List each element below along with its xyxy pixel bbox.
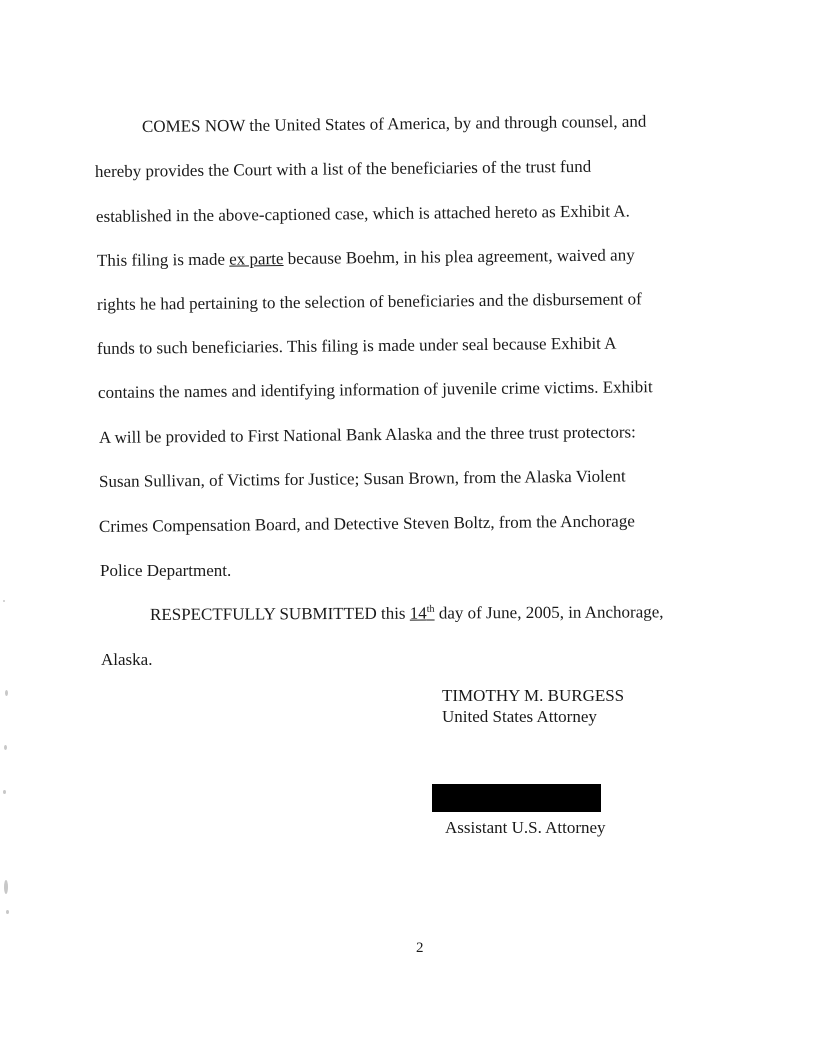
scan-speck (6, 910, 9, 914)
closing-line-1 (150, 602, 664, 625)
scan-speck (4, 880, 8, 894)
scan-speck (3, 790, 6, 794)
signatory-title: United States Attorney (442, 707, 597, 726)
closing-line-2: Alaska. (101, 650, 153, 669)
closing-day-suffix: th (426, 603, 435, 615)
ex-parte-underlined: ex parte (229, 249, 284, 269)
redacted-signature (432, 784, 601, 812)
closing-day-number: 14 (409, 603, 427, 623)
page-number: 2 (416, 940, 424, 956)
scan-speck (5, 690, 8, 696)
body-line-2: hereby provides the Court with a list of the beneficiaries of the trust fund (94, 156, 592, 181)
signatory-name: TIMOTHY M. BURGESS (442, 686, 625, 705)
body-line-8: A will be provided to First National Bank Alaska and the three trust protectors: (98, 422, 636, 447)
body-line-4-start: This filing is made (96, 249, 230, 270)
body-line-4 (97, 245, 635, 271)
body-line-11: Police Department. (100, 561, 232, 580)
body-line-4-end: because Boehm, in his plea agreement, waived any (283, 245, 635, 269)
scan-speck (4, 745, 7, 750)
body-line-9: Susan Sullivan, of Victims for Justice; Susan Brown, from the Alaska Violent (98, 466, 626, 491)
body-line-5: rights he had pertaining to the selection of beneficiaries and the disbursement of (96, 289, 642, 314)
body-line-7: contains the names and identifying information of juvenile crime victims. Exhibit (97, 377, 653, 402)
scan-speck (3, 600, 5, 602)
body-line-1: COMES NOW the United States of America, by and through counsel, and (141, 111, 647, 136)
body-line-3: established in the above-captioned case, which is attached hereto as Exhibit A. (95, 201, 630, 226)
assistant-title: Assistant U.S. Attorney (445, 818, 606, 837)
closing-start: RESPECTFULLY SUBMITTED this (149, 603, 410, 624)
closing-day (410, 604, 435, 623)
body-line-10: Crimes Compensation Board, and Detective Steven Boltz, from the Anchorage (98, 511, 635, 536)
body-line-6: funds to such beneficiaries. This filing is made under seal because Exhibit A (96, 333, 617, 358)
closing-end: day of June, 2005, in Anchorage, (434, 602, 664, 623)
